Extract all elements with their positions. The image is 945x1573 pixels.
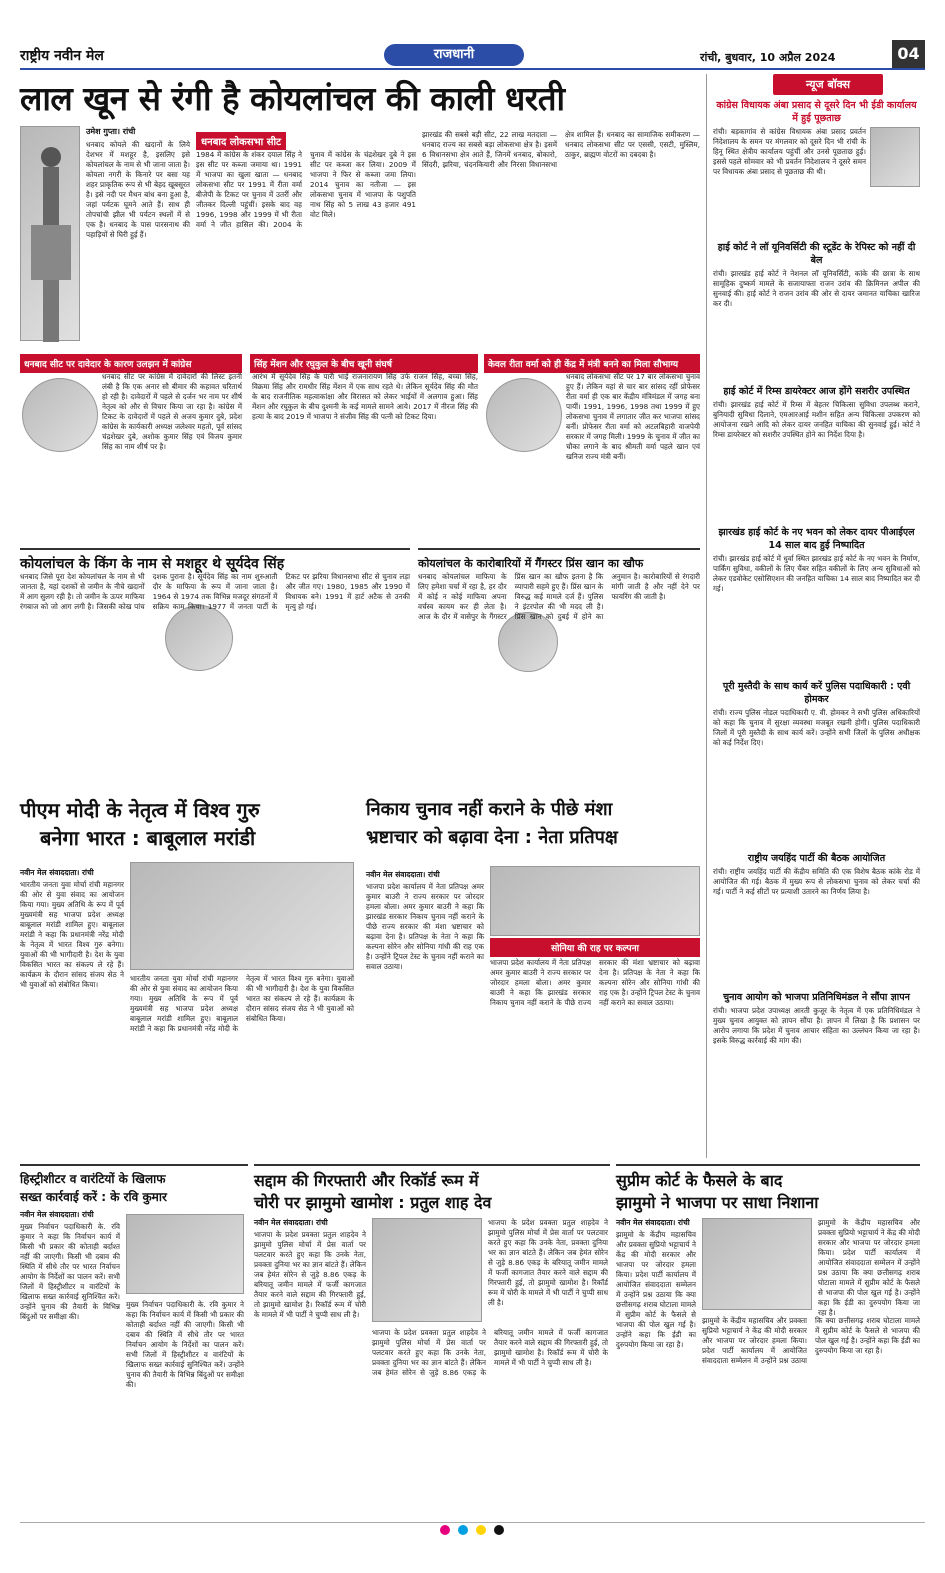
row5-c1-byline: नवीन मेल संवाददाता। रांची: [20, 1210, 94, 1219]
row5-c3-text: झामुमो के केंद्रीय महासचिव और प्रवक्ता सुप्रियो भट्टाचार्य ने केंद्र की मोदी सरकार और भाजपा पर जोरदार हमला किया। प्रदेश पार्टी कार्यालय में आयोजित संवाददाता सम्मेलन में उन्होंने प्रश्न उठाया कि क्या छत्तीसगढ़ शराब घोटाला मामले में सुप्रीम कोर्ट के फैसले से भाजपा की पोल खुल गई है। उन्होंने कहा कि ईडी का दुरुपयोग किया जा रहा है।: [616, 1230, 696, 1349]
press-conference-photo: [490, 866, 700, 936]
row4-left-text: भारतीय जनता युवा मोर्चा रांची महानगर की ओर से युवा संवाद का आयोजन किया गया। मुख्य अतिथि के रूप में पूर्व मुख्यमंत्री सह भाजपा प्रदेश अध्यक्ष बाबूलाल मरांडी शामिल हुए। बाबूलाल मरांडी ने कहा कि प्रधानमंत्री नरेंद्र मोदी के नेतृत्व में भारत विश्व गुरु बनेगा। युवाओं की भी भागीदारी है। देश के युवा विकसित भारत का संकल्प ले रहे हैं। कार्यक्रम के दौरान सांसद संजय सेठ ने भी युवाओं को संबोधित किया।: [20, 880, 124, 989]
news-item: [713, 99, 920, 237]
row5-c1-text: मुख्य निर्वाचन पदाधिकारी के. रवि कुमार ने कहा कि निर्वाचन कार्य में किसी भी प्रकार की कोताही बर्दाश्त नहीं की जाएगी। किसी भी दबाव की स्थिति में सीधे तौर पर भारत निर्वाचन आयोग के निर्देशों का पालन करें। सभी जिलों में हिस्ट्रीशीटर व वारंटियों के खिलाफ सख्त कार्रवाई सुनिश्चित करें। उन्होंने चुनाव की तैयारी के विभिन्न बिंदुओं पर समीक्षा की।: [20, 1222, 120, 1321]
row5-c1-head-2: सख्त कार्रवाई करें : के रवि कुमार: [20, 1190, 167, 1204]
strip-head-2: सिंह मेंशन और रघुकुल के बीच खूनी संघर्ष: [250, 354, 478, 373]
news-item-head: कांग्रेस विधायक अंबा प्रसाद से दूसरे दिन भी ईडी कार्यालय में हुई पूछताछ: [716, 100, 917, 124]
lead-para-2: 1984 में कांग्रेस के शंकर दयाल सिंह ने इस सीट पर कब्जा जमाया था। 1991 में भाजपा का खुला खाता — धनबाद लोकसभा सीट पर 1991 में रीता वर्मा बीजेपी के टिकट पर चुनाव में उतरीं और जीतकर दिल्ली पहुंचीं। इसके बाद वह 1996, 1998 और 1999 में भी रीता वर्मा ने जीत हासिल की। 2004 के चुनाव में कांग्रेस के चंद्रशेखर दुबे ने इस सीट पर कब्जा कर लिया। 2009 में भाजपा ने फिर से कब्जा जमा लिया। 2014 चुनाव का नतीजा — इस लोकसभा चुनाव में भाजपा के पशुपति नाथ सिंह को 5 लाख 43 हजार 491 वोट मिले।: [196, 150, 416, 229]
strip-text-1: धनबाद सीट पर कांग्रेस में दावेदारों की लिस्ट इतनी लंबी है कि एक अनार सौ बीमार की कहावत चरितार्थ हो रही है। दावेदारों में पहले से दर्जन भर नाम पर शीर्ष नेतृत्व को और से विचार किया जा रहा है। कांग्रेस में टिकट के दावेदारों में पहले से अजय कुमार दुबे, प्रदेश कांग्रेस के कार्यकारी अध्यक्ष जलेश्वर महतो, पूर्व सांसद चंद्रशेखर दुबे, अशोक कुमार सिंह एवं विजय कुमार सिंह का नाम शीर्ष पर है।: [102, 372, 242, 451]
news-item: [713, 991, 920, 1116]
news-box-title: न्यूज बॉक्स: [773, 74, 883, 95]
row3-left-head: कोयलांचल के किंग के नाम से मशहूर थे सूर्यदेव सिंह: [20, 548, 410, 573]
news-item-text: रांची। झारखंड हाई कोर्ट में रिम्स में बेहतर चिकित्सा सुविधा उपलब्ध कराने, बुनियादी सुविधा दिलाने, एमआरआई मशीन सहित अन्य चिकित्सा उपकरण को आयोजना रखने आदि को लेकर दायर जनहित याचिका की सुनवाई हुई। कोर्ट ने रिम्स डायरेक्टर को सशरीर उपस्थित होने का निर्देश दिया है।: [713, 400, 920, 439]
row4-left-head-1: पीएम मोदी के नेतृत्व में विश्व गुरु: [20, 798, 260, 822]
row4-right-headline: [366, 796, 700, 852]
row4-left-headline: [20, 796, 360, 852]
row5-c2-text-cont: भाजपा के प्रदेश प्रवक्ता प्रतुल शाहदेव ने झामुमो पुलिस मोर्चा में प्रेस वार्ता पर पलटवार करते हुए कहा कि उनके नेता, प्रवक्ता दुनिया भर का ज्ञान बांटते हैं। लेकिन जब हेमंत सोरेन से जुड़े 8.86 एकड़ के बरियातू जमीन मामले में फर्जी कागजात तैयार करने वाले सद्दाम की गिरफ्तारी हुई, तो झामुमो खामोश है। रिकॉर्ड रूम में चोरी के मामले में भी पार्टी ने चुप्पी साध ली है।: [372, 1328, 608, 1377]
row5-c2-byline: नवीन मेल संवाददाता। रांची: [254, 1218, 328, 1227]
row4-right-byline: नवीन मेल संवाददाता। रांची: [366, 870, 440, 879]
registration-dots: [440, 1525, 504, 1535]
section-label: राजधानी: [384, 44, 524, 66]
row5-c3-byline: नवीन मेल संवाददाता। रांची: [616, 1218, 690, 1227]
row5-c1-head-1: हिस्ट्रीशीटर व वारंटियों के खिलाफ: [20, 1172, 166, 1186]
photo-caption: सोनिया की राह पर कल्पना: [490, 938, 700, 957]
row4-left-head-2: बनेगा भारत : बाबूलाल मरांडी: [40, 826, 256, 850]
row4-right-head-1: निकाय चुनाव नहीं कराने के पीछे मंशा: [366, 799, 613, 820]
strip-text-2: आरंभ में सूर्यदेव सिंह के पारी भाई राजनारायण सिंह उर्फ राजन सिंह, बच्चा सिंह, विक्रमा सिंह और रामधीर सिंह मेंशन में एक साथ रहते थे। लेकिन सूर्यदेव सिंह की मौत के बाद राजनीतिक महत्वाकांक्षा और विरासत को लेकर भाईयों में अलगाव हुआ। सिंह मेंशन और रघुकुल के बीच दुश्मनी के कई मामले सामने आये। 2017 में नीरज सिंह की हत्या के बाद 2019 में भाजपा ने संजीव सिंह की पत्नी को टिकट दिया।: [252, 372, 478, 421]
news-item: [713, 526, 920, 676]
news-box: [706, 74, 920, 1158]
row5-c2-headline: [254, 1164, 610, 1214]
row5-c3-head-2: झामुमो ने भाजपा पर साधा निशाना: [616, 1193, 819, 1212]
lead-tag: धनबाद लोकसभा सीट: [196, 132, 286, 150]
row3-right-head: कोयलांचल के कारोबारियों में गैंगस्टर प्रिंस खान का खौफ: [418, 548, 700, 571]
news-item-head: हाई कोर्ट ने लॉ यूनिवर्सिटी की स्टूडेंट के रेपिस्ट को नहीं दी बेल: [717, 242, 916, 266]
news-item-head: पूरी मुस्तैदी के साथ कार्य करें पुलिस पदाधिकारी : एवी होमकर: [722, 681, 911, 705]
news-item-head: हाई कोर्ट में रिम्स डायरेक्टर आज होंगे सशरीर उपस्थित: [723, 386, 910, 397]
masthead: [20, 40, 925, 72]
row5-c2-text-side: भाजपा के प्रदेश प्रवक्ता प्रतुल शाहदेव ने झामुमो पुलिस मोर्चा में प्रेस वार्ता पर पलटवार करते हुए कहा कि उनके नेता, प्रवक्ता दुनिया भर का ज्ञान बांटते हैं। लेकिन जब हेमंत सोरेन से जुड़े 8.86 एकड़ के बरियातू जमीन मामले में फर्जी कागजात तैयार करने वाले सद्दाम की गिरफ्तारी हुई, तो झामुमो खामोश है। रिकॉर्ड रूम में चोरी के मामले में भी पार्टी ने चुप्पी साध ली है।: [488, 1218, 608, 1307]
row5-c3-text-side: झामुमो के केंद्रीय महासचिव और प्रवक्ता सुप्रियो भट्टाचार्य ने केंद्र की मोदी सरकार और भाजपा पर जोरदार हमला किया। प्रदेश पार्टी कार्यालय में आयोजित संवाददाता सम्मेलन में उन्होंने प्रश्न उठाया कि क्या छत्तीसगढ़ शराब घोटाला मामले में सुप्रीम कोर्ट के फैसले से भाजपा की पोल खुल गई है। उन्होंने कहा कि ईडी का दुरुपयोग किया जा रहा है।: [818, 1218, 921, 1317]
politician-photo-1: [22, 378, 98, 452]
footer-bar: [20, 1522, 925, 1536]
news-item-text: रांची। राज्य पुलिस नोडल पदाधिकारी ए. वी. होमकर ने सभी पुलिस अधिकारियों को कहा कि चुनाव में सुरक्षा व्यवस्था मजबूत रखनी होगी। पुलिस पदाधिकारी जिलों में पूरी मुस्तैदी के साथ कार्य करें। उन्होंने सभी जिलों के पुलिस अधीक्षक को कई निर्देश दिए।: [713, 708, 920, 747]
strip-head-1: धनबाद सीट पर दावेदार के कारण उलझन में कांग्रेस: [20, 354, 242, 373]
lead-para-3: झारखंड की सबसे बड़ी सीट, 22 लाख मतदाता — धनबाद राज्य का सबसे बड़ा लोकसभा क्षेत्र है। इसमें 6 विधानसभा क्षेत्र आते हैं, जिनमें धनबाद, बोकारो, सिंदरी, झरिया, चंदनकियारी और निरसा विधानसभा क्षेत्र शामिल हैं। धनबाद का सामाजिक समीकरण — धनबाद लोकसभा सीट पर एससी, एसटी, मुस्लिम, ठाकुर, ब्राह्मण वोटरों का दबदबा है।: [422, 130, 700, 169]
row5-c3-head-1: सुप्रीम कोर्ट के फैसले के बाद: [616, 1171, 783, 1190]
dot-yellow: [476, 1525, 486, 1535]
news-item: [713, 680, 920, 848]
row5-c3-headline: [616, 1164, 920, 1214]
row3-right-text: धनबाद कोयलांचल माफिया के लिए हमेशा चर्चा में रहा है, हर दौर में कोई न कोई माफिया अपना वर्चस्व कायम कर ही लेता है। आज के दौर में वासेपुर के गैंगस्टर प्रिंस खान का खौफ इतना है कि व्यापारी सहमे हुए हैं। प्रिंस खान के विरुद्ध कई मामले दर्ज हैं। पुलिस ने इंटरपोल की भी मदद ली है। प्रिंस खान को दुबई में होने का अनुमान है। कारोबारियों से रंगदारी मांगी जाती है और नहीं देने पर फायरिंग की जाती है।: [418, 572, 700, 621]
news-item-text: रांची। राष्ट्रीय जयहिंद पार्टी की केंद्रीय समिति की एक विशेष बैठक कांके रोड में आयोजित की गई। बैठक में मुख्य रूप से लोकसभा चुनाव को लेकर चर्चा की गई। पार्टी ने कई सीटों पर प्रत्याशी उतारने का निर्णय लिया है।: [713, 867, 920, 896]
news-item-text: रांची। भाजपा प्रदेश उपाध्यक्ष आरती कुजूर के नेतृत्व में एक प्रतिनिधिमंडल ने मुख्य चुनाव आयुक्त को ज्ञापन सौंपा है। ज्ञापन में लिखा है कि प्रशासन पर आरोप लगाया कि प्रदेश में चुनाव आचार संहिता का उल्लंघन किया जा रहा है। इसके विरुद्ध कार्रवाई की मांग की।: [713, 1006, 920, 1045]
news-item-text: रांची। झारखंड हाई कोर्ट में धुर्वा स्थित झारखंड हाई कोर्ट के नए भवन के निर्माण, पार्किंग सुविधा, वकीलों के लिए चैंबर सहित वकीलों के लिए अन्य सुविधाओं को लेकर एडवोकेट एसोसिएशन की जनहित याचिका 14 साल बाद निष्पादित कर दी गई।: [713, 554, 920, 593]
row5-c1-text-cont: मुख्य निर्वाचन पदाधिकारी के. रवि कुमार ने कहा कि निर्वाचन कार्य में किसी भी प्रकार की कोताही बर्दाश्त नहीं की जाएगी। किसी भी दबाव की स्थिति में सीधे तौर पर भारत निर्वाचन आयोग के निर्देशों का पालन करें। सभी जिलों में हिस्ट्रीशीटर व वारंटियों के खिलाफ सख्त कार्रवाई सुनिश्चित करें। उन्होंने चुनाव की तैयारी के विभिन्न बिंदुओं पर समीक्षा की।: [126, 1300, 244, 1389]
row5-c3-text-cont: झामुमो के केंद्रीय महासचिव और प्रवक्ता सुप्रियो भट्टाचार्य ने केंद्र की मोदी सरकार और भाजपा पर जोरदार हमला किया। प्रदेश पार्टी कार्यालय में आयोजित संवाददाता सम्मेलन में उन्होंने प्रश्न उठाया कि क्या छत्तीसगढ़ शराब घोटाला मामले में सुप्रीम कोर्ट के फैसले से भाजपा की पोल खुल गई है। उन्होंने कहा कि ईडी का दुरुपयोग किया जा रहा है।: [702, 1316, 920, 1365]
dateline: रांची, बुधवार, 10 अप्रैल 2024: [700, 51, 836, 64]
row4-right-head-2: भ्रष्टाचार को बढ़ावा देना : नेता प्रतिपक्ष: [366, 827, 618, 848]
row4-left-text-cont: भारतीय जनता युवा मोर्चा रांची महानगर की ओर से युवा संवाद का आयोजन किया गया। मुख्य अतिथि के रूप में पूर्व मुख्यमंत्री सह भाजपा प्रदेश अध्यक्ष बाबूलाल मरांडी शामिल हुए। बाबूलाल मरांडी ने कहा कि प्रधानमंत्री नरेंद्र मोदी के नेतृत्व में भारत विश्व गुरु बनेगा। युवाओं की भी भागीदारी है। देश के युवा विकसित भारत का संकल्प ले रहे हैं। कार्यक्रम के दौरान सांसद संजय सेठ ने भी युवाओं को संबोधित किया।: [130, 974, 354, 1033]
meeting-photo: [126, 1214, 244, 1294]
politician-photo-2: [486, 378, 562, 452]
statue-photo: [20, 126, 80, 341]
row4-left-byline: नवीन मेल संवाददाता। रांची: [20, 868, 94, 877]
lead-byline: उमेश गुप्ता। रांची: [86, 127, 136, 136]
news-item-text: रांची। झारखंड हाई कोर्ट ने नेशनल लॉ यूनिवर्सिटी, कांके की छात्रा के साथ सामूहिक दुष्कर्म मामले के सजायाफ्ता राजन उरांव की क्रिमिनल अपील की सुनवाई की। हाई कोर्ट ने राजन उरांव की ओर से दायर जमानत याचिका खारिज कर दी।: [713, 269, 920, 308]
youth-event-photo: [130, 862, 354, 970]
paper-name: राष्ट्रीय नवीन मेल: [20, 48, 104, 64]
lead-headline: लाल खून से रंगी है कोयलांचल की काली धरती: [20, 79, 565, 118]
row4-right-text-cont: भाजपा प्रदेश कार्यालय में नेता प्रतिपक्ष अमर कुमार बाउरी ने राज्य सरकार पर जोरदार हमला बोला। अमर कुमार बाउरी ने कहा कि झारखंड सरकार निकाय चुनाव नहीं कराने के पीछे राज्य सरकार की मंशा भ्रष्टाचार को बढ़ावा देना है। प्रतिपक्ष के नेता ने कहा कि कल्पना सोरेन और सोनिया गांधी की राह एक है। उन्होंने ट्रिपल टेस्ट के चुनाव नहीं कराने का सवाल उठाया।: [490, 958, 700, 1007]
supriyo-photo: [702, 1218, 812, 1310]
dot-magenta: [440, 1525, 450, 1535]
strip-text-3: धनबाद लोकसभा सीट पर 17 बार लोकसभा चुनाव हुए हैं। लेकिन यहां से चार बार सांसद रहीं प्रोफेसर रीता वर्मा ही एक बार केंद्रीय मंत्रिमंडल में जगह बना पायीं। 1991, 1996, 1998 तथा 1999 में हुए लोकसभा चुनाव में लगातार जीत कर भाजपा सांसद बनीं। प्रोफेसर रीता वर्मा को अटलबिहारी वाजपेयी सरकार में जगह मिली। 1999 के चुनाव में जीत का चौका लगाने के बाद श्रीमती वर्मा पहले खान एवं खनिज राज्य मंत्री बनीं।: [566, 372, 700, 461]
news-item-head: चुनाव आयोग को भाजपा प्रतिनिधिमंडल ने सौंपा ज्ञापन: [723, 992, 910, 1003]
statue-icon: [21, 127, 81, 342]
row3-left-text: धनबाद जिसे पूरा देश कोयलांचल के नाम से भी जानता है, यहां दशकों से जमीन के नीचे खदानों में आग सुलग रही है। तो जमीन के ऊपर माफिया रंगबाज को जो आग लगी है। जिसकी कोख पांच दशक पुराना है। सूर्यदेव सिंह का नाम शुरुआती दौर के माफिया के रूप में जाना जाता है। 1964 से 1974 तक विभिन्न मजदूर संगठनों में सक्रिय काम किया। 1977 में जनता पार्टी के टिकट पर झरिया विधानसभा सीट से चुनाव लड़ा और जीत गए। 1980, 1985 और 1990 में विधायक बने। 1991 में हार्ट अटैक से उनकी मृत्यु हो गई।: [20, 572, 410, 611]
row5-c2-text: भाजपा के प्रदेश प्रवक्ता प्रतुल शाहदेव ने झामुमो पुलिस मोर्चा में प्रेस वार्ता पर पलटवार करते हुए कहा कि उनके नेता, प्रवक्ता दुनिया भर का ज्ञान बांटते हैं। लेकिन जब हेमंत सोरेन से जुड़े 8.86 एकड़ के बरियातू जमीन मामले में फर्जी कागजात तैयार करने वाले सद्दाम की गिरफ्तारी हुई, तो झामुमो खामोश है। रिकॉर्ड रूम में चोरी के मामले में भी पार्टी ने चुप्पी साध ली है।: [254, 1230, 366, 1319]
row5-c1-headline: [20, 1164, 248, 1206]
news-item: [713, 385, 920, 522]
strip-head-3: केवल रीता वर्मा को ही केंद्र में मंत्री बनने का मिला सौभाग्य: [484, 354, 700, 373]
amba-prasad-photo: [870, 127, 920, 187]
pratul-photo: [372, 1218, 482, 1322]
news-item: [713, 852, 920, 987]
dot-black: [494, 1525, 504, 1535]
masthead-rule: [20, 68, 925, 70]
lead-para-1: धनबाद कोयले की खदानों के लिये देशभर में मशहूर है, इसलिए इसे कोयलांचल के नाम से भी जाना जाता है। कोयला नगरी के किनारे पर बसा यह शहर प्राकृतिक रूप से भी बेहद खूबसूरत है। इसे नदी पर मैथन बांध बना हुआ है, जहां पर्यटक घूमने आते हैं। साथ ही तोपचांची झील भी पर्यटन स्थलों में से एक है। धनबाद के पास पारसनाथ की पहाड़ियों से घिरी हुई हैं।: [86, 140, 190, 239]
dot-cyan: [458, 1525, 468, 1535]
row4-right-text: भाजपा प्रदेश कार्यालय में नेता प्रतिपक्ष अमर कुमार बाउरी ने राज्य सरकार पर जोरदार हमला बोला। अमर कुमार बाउरी ने कहा कि झारखंड सरकार निकाय चुनाव नहीं कराने के पीछे राज्य सरकार की मंशा भ्रष्टाचार को बढ़ावा देना है। प्रतिपक्ष के नेता ने कहा कि कल्पना सोरेन और सोनिया गांधी की राह एक है। उन्होंने ट्रिपल टेस्ट के चुनाव नहीं कराने का सवाल उठाया।: [366, 882, 484, 971]
row5-c2-head-1: सद्दाम की गिरफ्तारी और रिकॉर्ड रूम में: [254, 1171, 479, 1190]
news-item-head: झारखंड हाई कोर्ट के नए भवन को लेकर दायर पीआईएल 14 साल बाद हुई निष्पादित: [718, 527, 915, 551]
page-number: 04: [892, 40, 925, 68]
news-item-text: रांची। बड़कागांव से कांग्रेस विधायक अंबा प्रसाद प्रवर्तन निदेशालय के समन पर मंगलवार को दूसरे दिन भी रांची के हिनू स्थित क्षेत्रीय कार्यालय पहुंचीं और उनसे पूछताछ हुई। इससे पहले सोमवार को भी प्रवर्तन निदेशालय ने दूसरे समन पर विधायक अंबा प्रसाद से पूछताछ की थी।: [713, 127, 866, 176]
news-item: [713, 241, 920, 381]
row5-c2-head-2: चोरी पर झामुमो खामोश : प्रतुल शाह देव: [254, 1193, 492, 1212]
news-item-head: राष्ट्रीय जयहिंद पार्टी की बैठक आयोजित: [747, 853, 886, 864]
